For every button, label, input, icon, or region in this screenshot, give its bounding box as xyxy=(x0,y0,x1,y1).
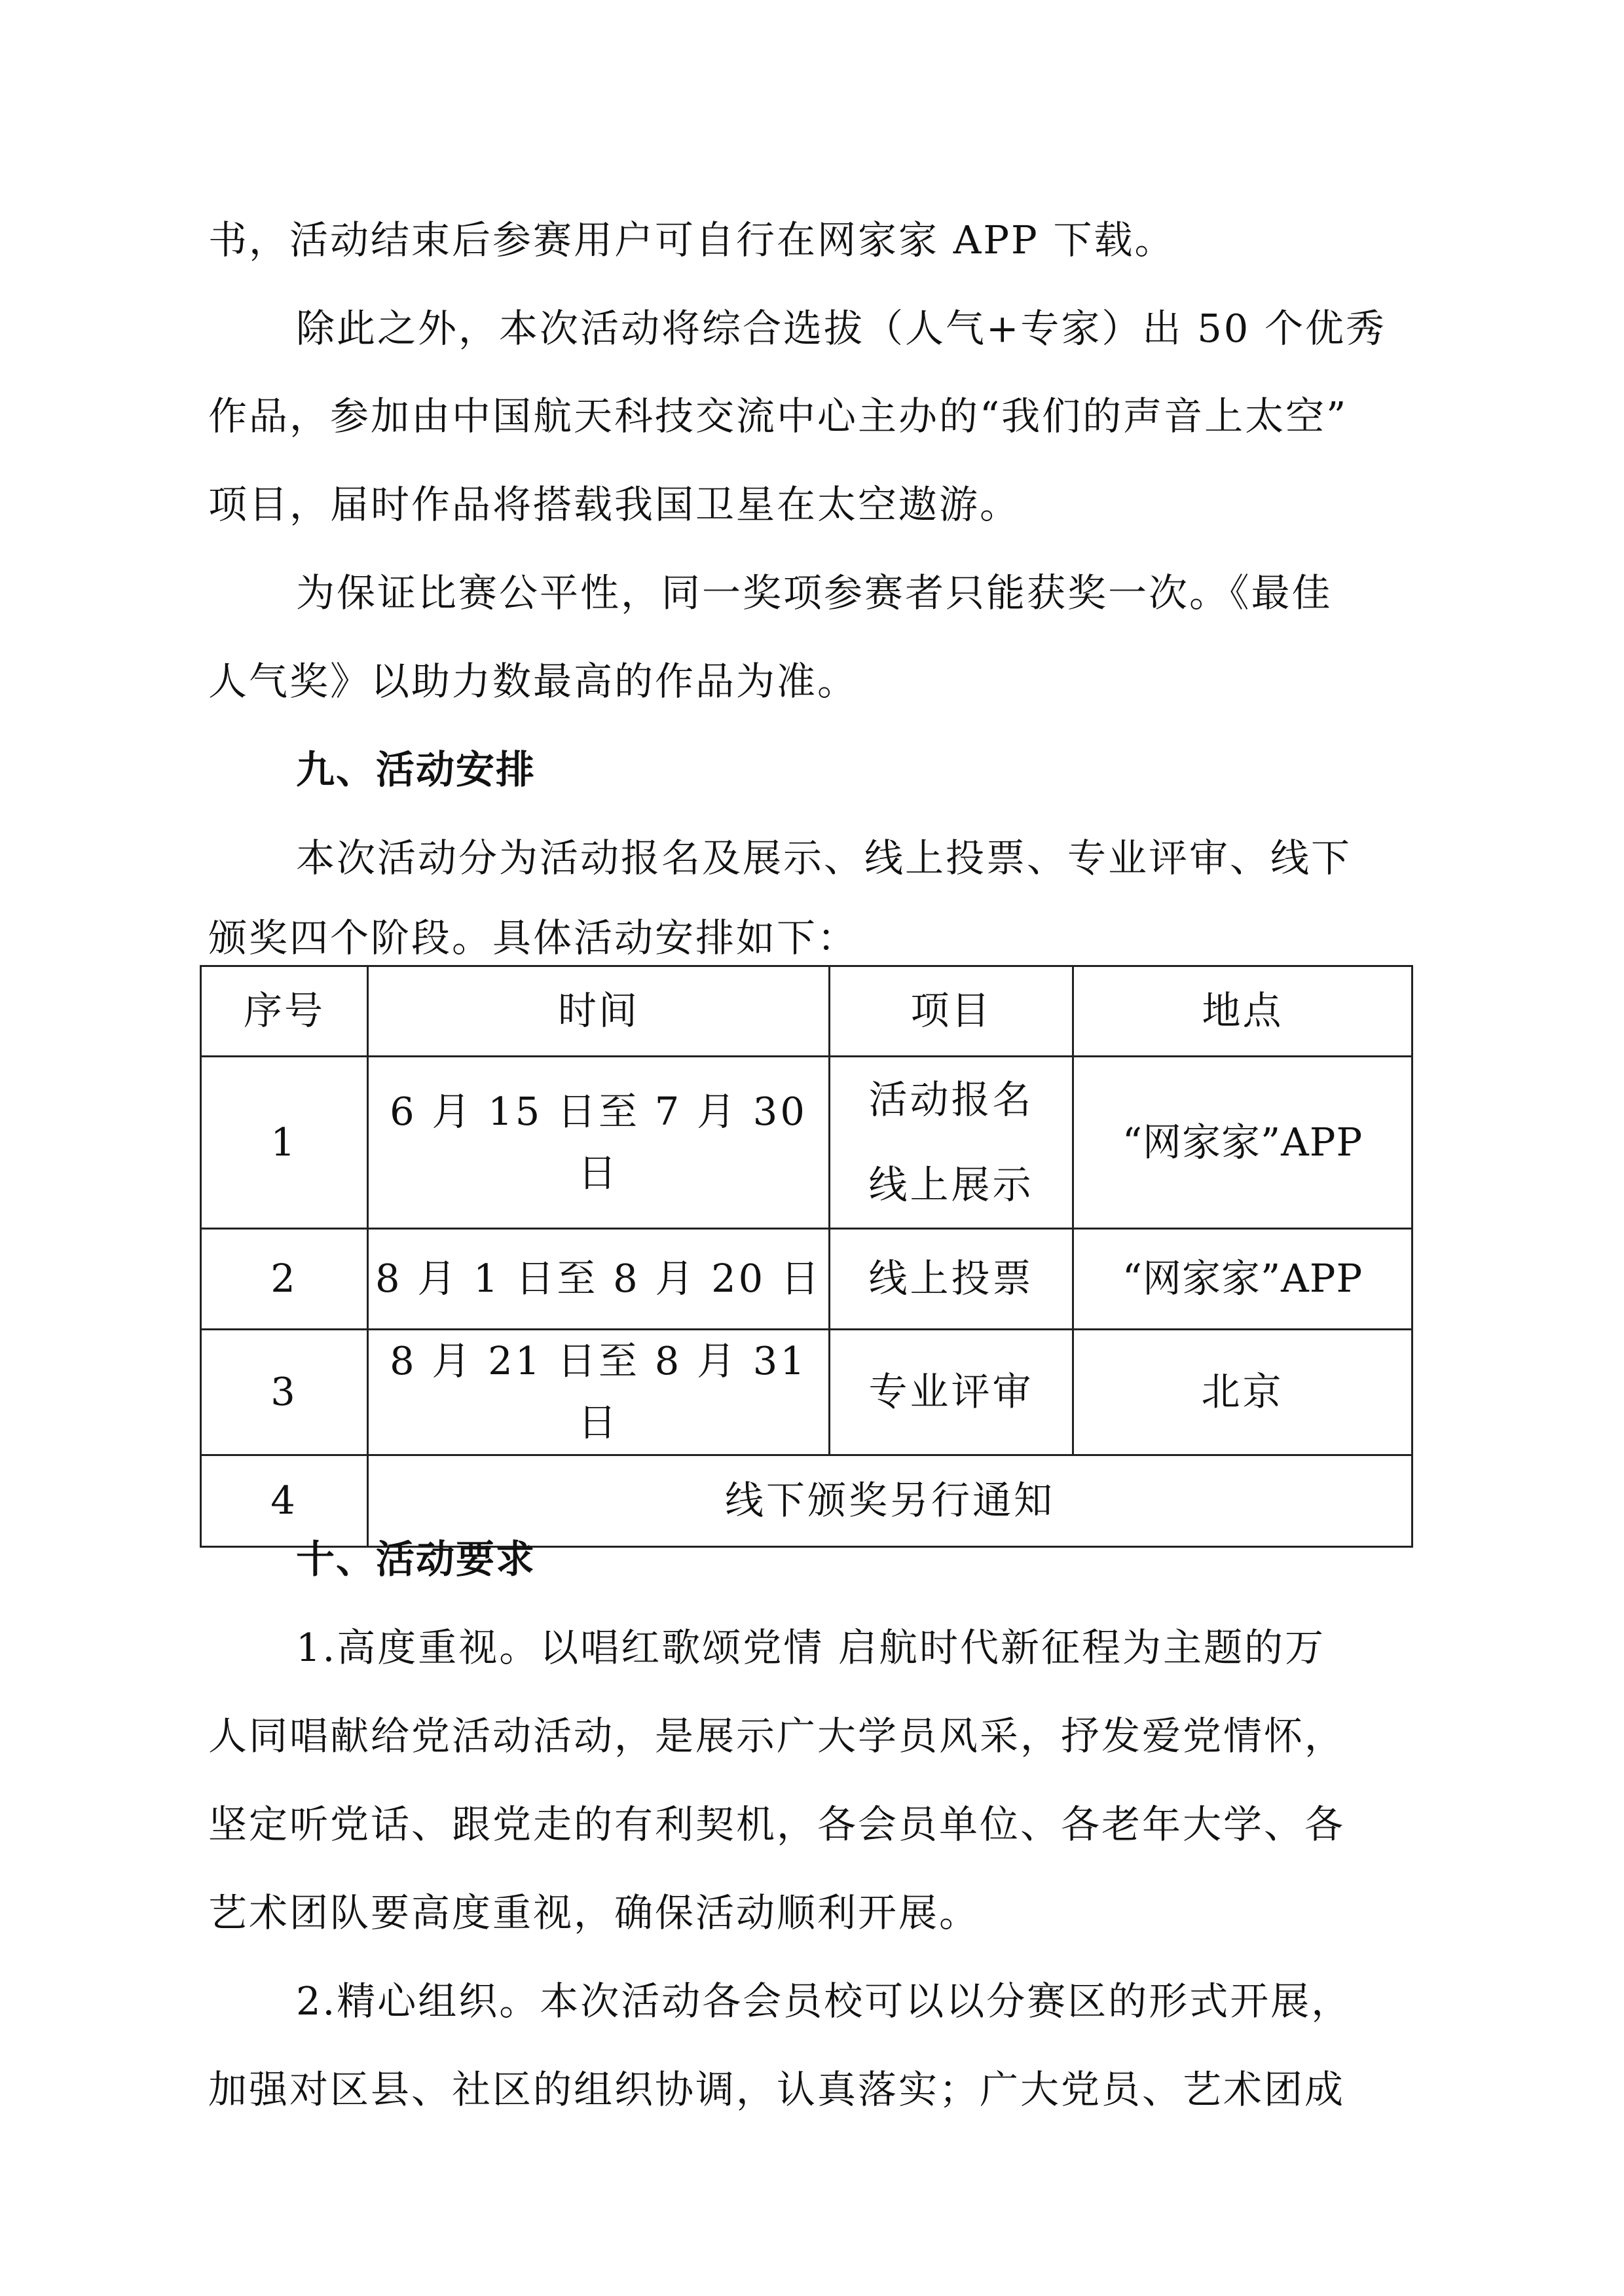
cell-item xyxy=(830,1057,1073,1229)
cell-time: 8 月 1 日至 8 月 20 日 xyxy=(368,1229,830,1330)
cell-time: 8 月 21 日至 8 月 31 日 xyxy=(368,1330,830,1455)
header-item: 项目 xyxy=(830,966,1073,1057)
cell-place: 北京 xyxy=(1073,1330,1412,1455)
table-row xyxy=(201,1229,1412,1330)
paragraph-line: 2.精心组织。本次活动各会员校可以以分赛区的形式开展， xyxy=(296,1978,1352,2024)
paragraph-line: 人气奖》以助力数最高的作品为准。 xyxy=(208,659,858,704)
table-row xyxy=(201,1330,1412,1455)
cell-no: 4 xyxy=(201,1455,368,1546)
section-heading-10: 十、活动要求 xyxy=(296,1537,536,1582)
table-header-row xyxy=(201,966,1412,1057)
schedule-table xyxy=(200,965,1413,1548)
paragraph-line: 颁奖四个阶段。具体活动安排如下： xyxy=(208,915,858,960)
cell-no: 1 xyxy=(201,1057,368,1229)
paragraph-line: 为保证比赛公平性，同一奖项参赛者只能获奖一次。《最佳 xyxy=(296,570,1333,615)
paragraph-line: 除此之外，本次活动将综合选拔（人气+专家）出 50 个优秀 xyxy=(296,306,1387,351)
cell-item-line: 活动报名 xyxy=(868,1077,1034,1122)
cell-item: 线上投票 xyxy=(830,1229,1073,1330)
paragraph-line: 坚定听党话、跟党走的有利契机，各会员单位、各老年大学、各 xyxy=(208,1802,1346,1847)
cell-place: “网家家”APP xyxy=(1073,1229,1412,1330)
header-no: 序号 xyxy=(201,966,368,1057)
paragraph-line: 人同唱献给党活动活动，是展示广大学员风采，抒发爱党情怀， xyxy=(208,1713,1346,1758)
paragraph-line: 项目，届时作品将搭载我国卫星在太空遨游。 xyxy=(208,482,1021,527)
header-place: 地点 xyxy=(1073,966,1412,1057)
cell-time: 6 月 15 日至 7 月 30 日 xyxy=(368,1057,830,1229)
paragraph-line: 作品，参加由中国航天科技交流中心主办的“我们的声音上太空” xyxy=(208,393,1348,439)
cell-item: 专业评审 xyxy=(830,1330,1073,1455)
cell-place: “网家家”APP xyxy=(1073,1057,1412,1229)
cell-no: 3 xyxy=(201,1330,368,1455)
cell-merged-note: 线下颁奖另行通知 xyxy=(368,1455,1412,1546)
paragraph-line: 1.高度重视。以唱红歌颂党情 启航时代新征程为主题的万 xyxy=(296,1625,1326,1670)
section-heading-9: 九、活动安排 xyxy=(296,747,536,792)
paragraph-line: 加强对区县、社区的组织协调，认真落实；广大党员、艺术团成 xyxy=(208,2067,1346,2112)
paragraph-line: 本次活动分为活动报名及展示、线上投票、专业评审、线下 xyxy=(296,835,1352,881)
header-time: 时间 xyxy=(368,966,830,1057)
table-row xyxy=(201,1057,1412,1229)
paragraph-line: 书，活动结束后参赛用户可自行在网家家 APP 下载。 xyxy=(208,217,1175,263)
table-row xyxy=(201,1455,1412,1546)
paragraph-line: 艺术团队要高度重视，确保活动顺利开展。 xyxy=(208,1890,980,1935)
cell-item-line: 线上展示 xyxy=(868,1162,1034,1207)
cell-no: 2 xyxy=(201,1229,368,1330)
